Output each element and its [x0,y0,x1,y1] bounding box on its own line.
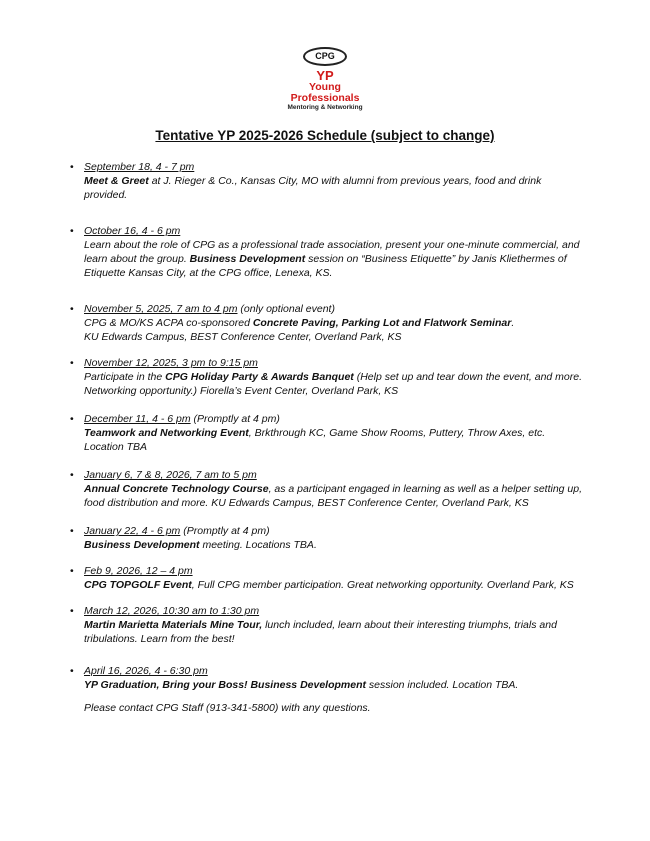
event-description: meeting. Locations TBA. [199,539,317,551]
logo-young: Young [309,81,341,93]
event-location: KU Edwards Campus, BEST Conference Center, Overland Park, KS [84,331,402,343]
event-description: Participate in the [84,371,166,383]
event-list [84,160,584,692]
event-title: Annual Concrete Technology Course [84,483,269,495]
logo-professionals: Professionals [290,92,360,104]
event-title: Teamwork and Networking Event [84,427,249,439]
page-title: Tentative YP 2025-2026 Schedule (subject to change) [155,128,495,143]
event-item [84,356,584,398]
logo-yp: YP [316,68,334,83]
event-item [84,302,584,344]
event-item [84,160,584,202]
cpg-badge: CPG [303,47,347,66]
event-description: session on “Business Etiquette” by Janis Kliethermes of Etiquette Kansas City, at the CPG office, Lenexa, KS. [84,253,567,279]
event-description: lunch included, learn about their interesting triumphs, trials and tribulations. Learn from the best! [84,619,557,645]
event-item [84,604,584,646]
event-date: November 12, 2025, 3 pm to 9:15 pm [84,357,258,369]
event-date: December 11, 4 - 6 pm [84,413,191,425]
event-item [84,524,584,552]
event-item [84,664,584,692]
event-date: March 12, 2026, 10:30 am to 1:30 pm [84,605,260,617]
event-title: CPG Holiday Party & Awards Banquet [165,371,354,383]
event-description: , Brkthrough KC, Game Show Rooms, Puttery, Throw Axes, etc. [248,427,546,439]
event-item [84,224,584,280]
event-title: Concrete Paving, Parking Lot and Flatwork Seminar [252,317,512,329]
event-description: CPG & MO/KS ACPA co-sponsored [84,317,253,329]
event-item [84,412,584,454]
event-description: at J. Rieger & Co., Kansas City, MO with alumni from previous years, food and drink provided. [84,175,542,201]
event-description: session included. Location TBA. [366,679,519,691]
event-title: Meet & Greet [84,175,149,187]
event-item [84,564,584,592]
event-title: CPG TOPGOLF Event [84,579,192,591]
event-note: (Promptly at 4 pm) [190,413,280,425]
event-date: April 16, 2026, 4 - 6:30 pm [84,665,208,677]
event-item [84,468,584,510]
contact-note: Please contact CPG Staff (913-341-5800) with any questions. [84,702,371,714]
event-date: October 16, 4 - 6 pm [84,225,181,237]
event-date: January 6, 7 & 8, 2026, 7 am to 5 pm [84,469,257,481]
event-location: Location TBA [84,441,148,453]
event-description: . [511,317,515,329]
event-title: YP Graduation, Bring your Boss! Business Development [84,679,366,691]
event-description: (Help set up and tear down the event, and more. Networking opportunity.) Fiorella’s Event Center, Overland Park, KS [84,371,583,397]
event-date: November 5, 2025, 7 am to 4 pm [84,303,238,315]
event-note: (Promptly at 4 pm) [180,525,270,537]
event-description: , Full CPG member participation. Great networking opportunity. Overland Park, KS [191,579,574,591]
event-title: Martin Marietta Materials Mine Tour, [84,619,263,631]
event-description: Learn about the role of CPG as a professional trade association, present your one-minute commercial, and learn about the group. [84,239,580,265]
cpg-yp-logo [0,46,650,112]
event-note: (only optional event) [237,303,335,315]
event-title: Business Development [189,253,306,265]
event-date: January 22, 4 - 6 pm [84,525,181,537]
event-date: September 18, 4 - 7 pm [84,161,195,173]
event-date: Feb 9, 2026, 12 – 4 pm [84,565,193,577]
event-description: , as a participant engaged in learning as well as a helper setting up, food distribution and more. KU Edwards Campus, BEST Conference Center, Overland Park, KS [84,483,583,509]
logo-tagline: Mentoring & Networking [287,104,363,111]
event-title: Business Development [84,539,200,551]
